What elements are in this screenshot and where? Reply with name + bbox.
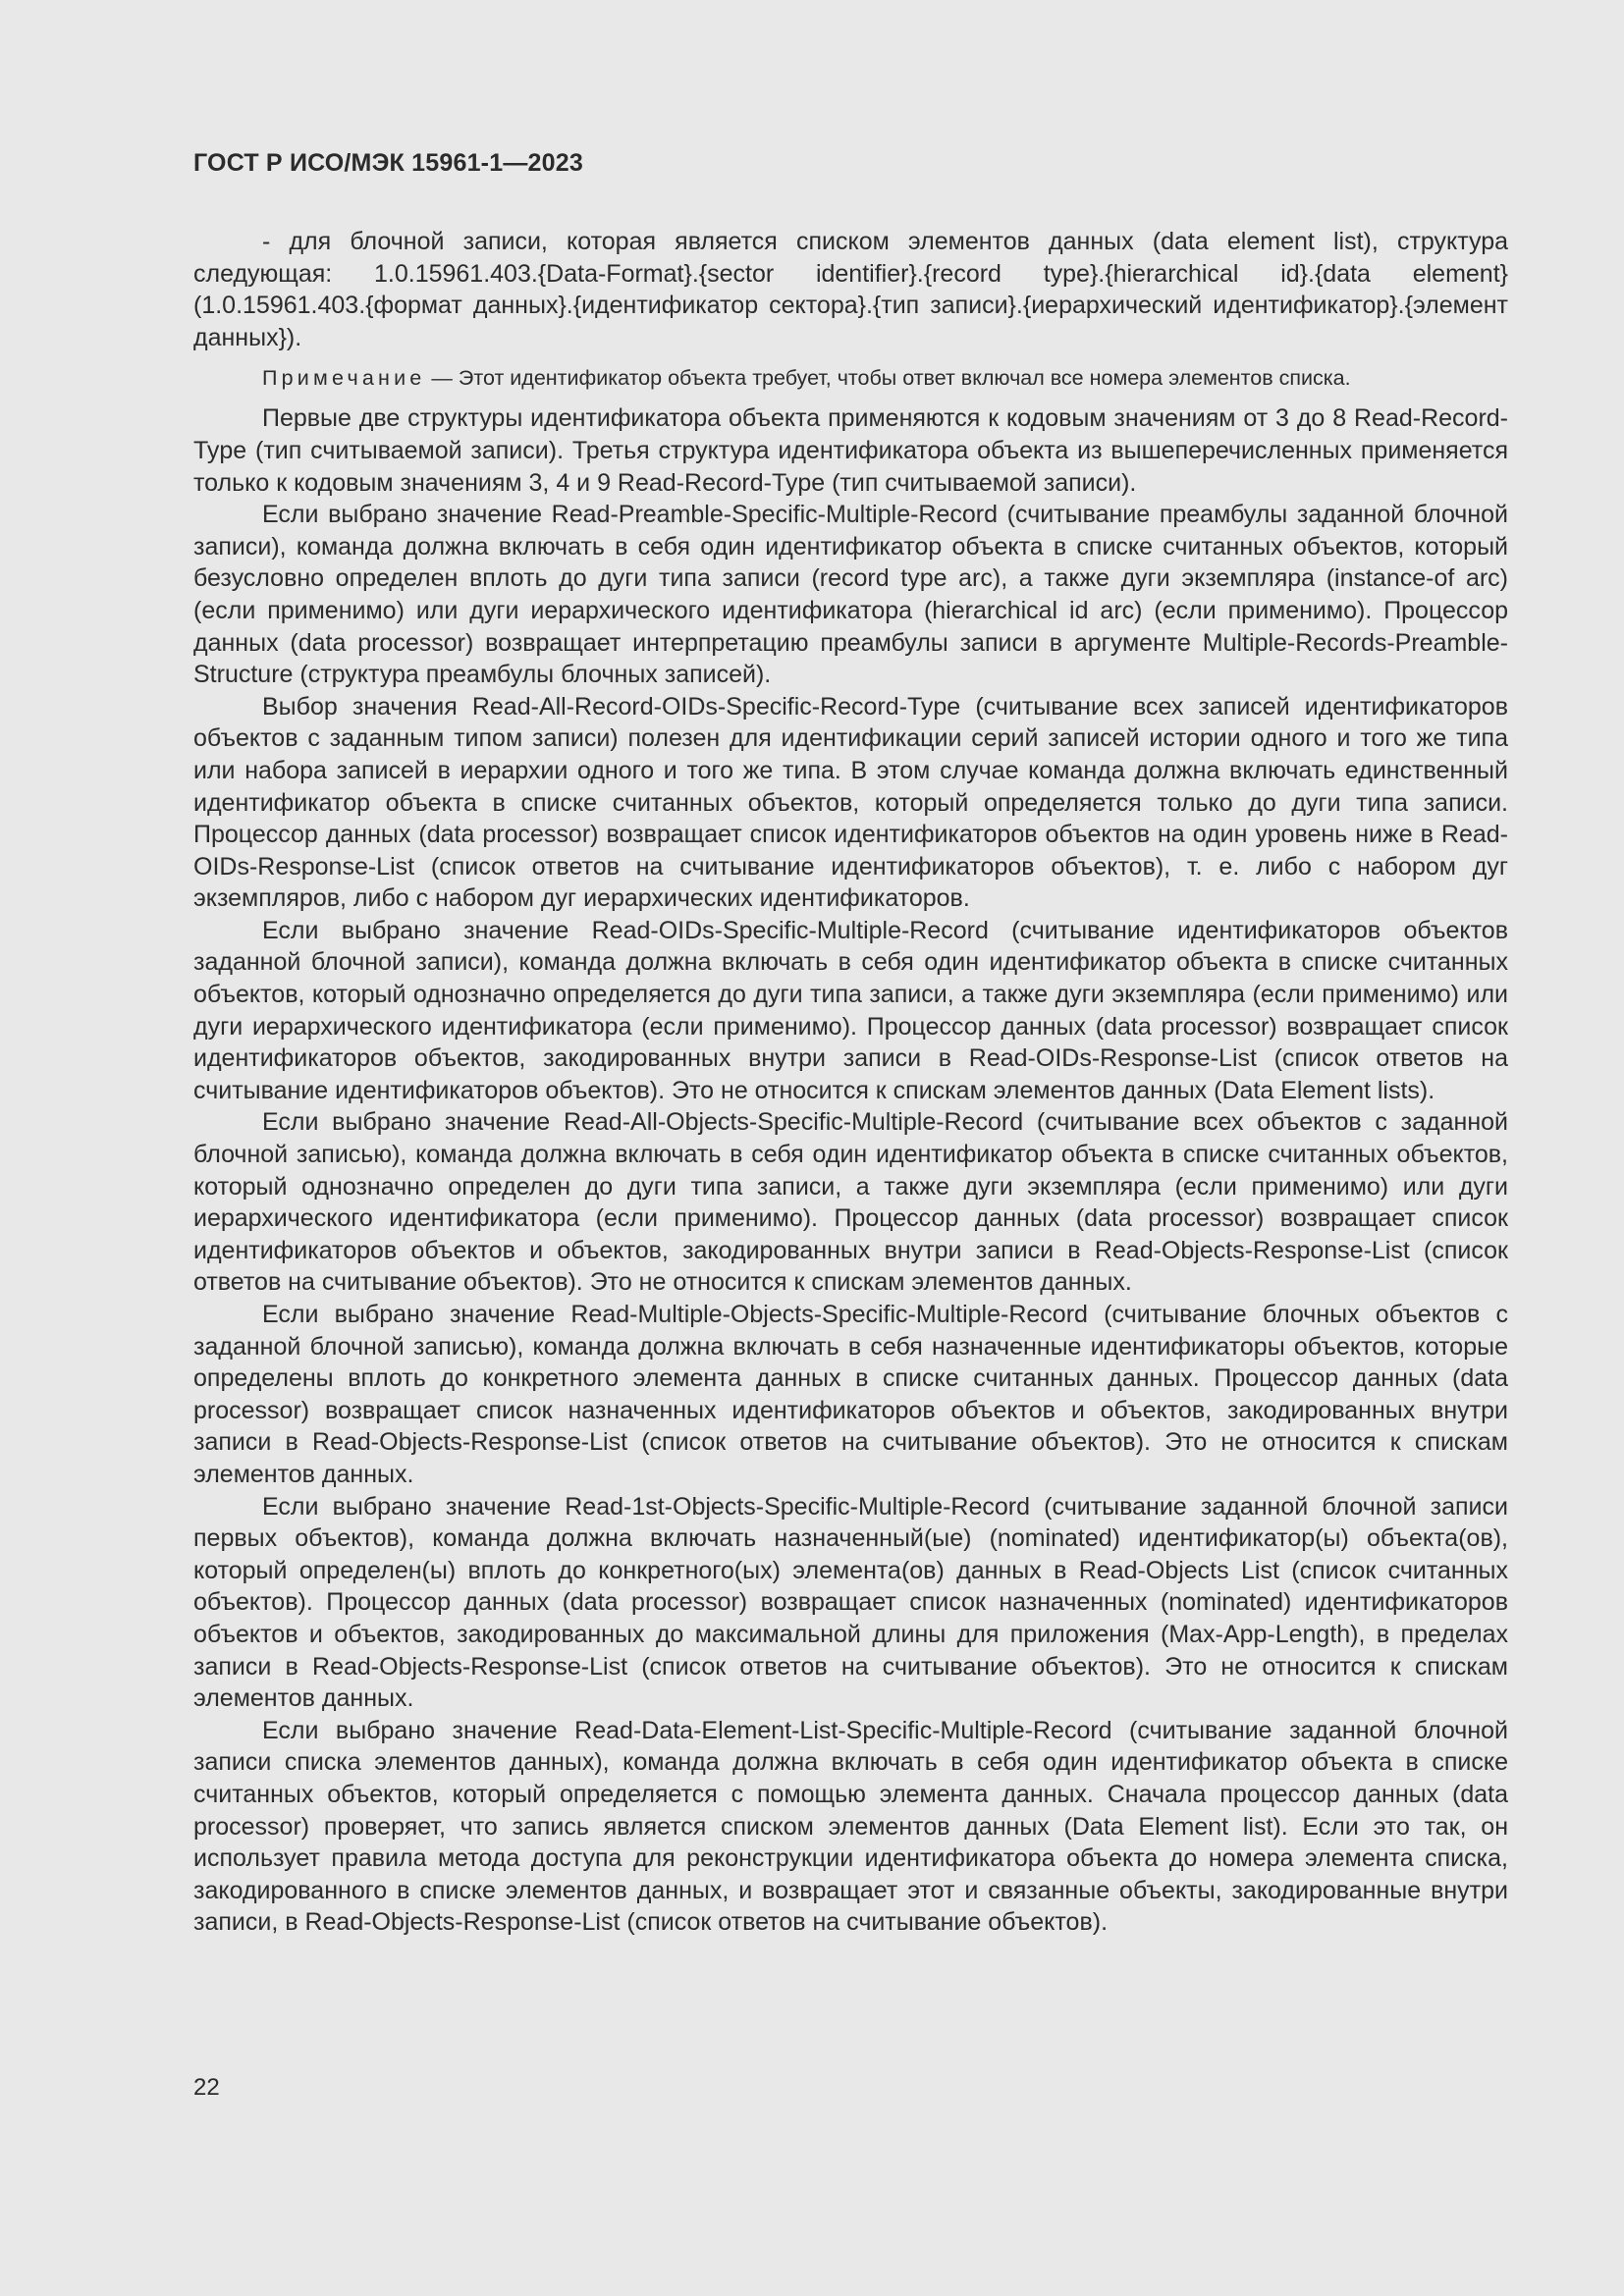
paragraph: Если выбрано значение Read-Preamble-Specific-Multiple-Record (считывание преамбулы заданной блочной записи), команда должна включать в себя один идентификатор объекта в списке считанных объектов, который безусловно определен вплоть до дуги типа записи (record type arc), а также дуги экземпляра (instance-of arc) (если применимо) или дуги иерархического идентификатора (hierarchical id arc) (если применимо). Процессор данных (data processor) возвращает интерпретацию преамбулы записи в аргументе Multiple-Records-Preamble-Structure (структура преамбулы блочных записей).	[193, 501, 1508, 689]
note-text: — Этот идентификатор объекта требует, чтобы ответ включал все номера элементов списка.	[425, 366, 1351, 391]
paragraph: Первые две структуры идентификатора объекта применяются к кодовым значениям от 3 до 8 Read-Record-Type (тип считываемой записи). Третья структура идентификатора объекта из вышеперечисленных применяется только к кодовым значениям 3, 4 и 9 Read-Record-Type (тип считываемой записи).	[193, 404, 1508, 497]
document-body	[193, 226, 1508, 1939]
document-header: ГОСТ Р ИСО/МЭК 15961-1—2023	[193, 149, 583, 177]
paragraph: Если выбрано значение Read-1st-Objects-Specific-Multiple-Record (считывание заданной блочной записи первых объектов), команда должна включать назначенный(ые) (nominated) идентификатор(ы) объекта(ов), который определен(ы) вплоть до конкретного(ых) элемента(ов) данных в Read-Objects List (список считанных объектов). Процессор данных (data processor) возвращает список назначенных (nominated) идентификаторов объектов и объектов, закодированных до максимальной длины для приложения (Max-App-Length), в пределах записи в Read-Objects-Response-List (список ответов на считывание объектов). Это не относится к спискам элементов данных.	[193, 1492, 1508, 1713]
paragraph: Если выбрано значение Read-Multiple-Objects-Specific-Multiple-Record (считывание блочных объектов с заданной блочной записью), команда должна включать в себя назначенные идентификаторы объектов, которые определены вплоть до конкретного элемента данных в списке считанных данных. Процессор данных (data processor) возвращает список назначенных идентификаторов объектов и объектов, закодированных внутри записи в Read-Objects-Response-List (список ответов на считывание объектов). Это не относится к спискам элементов данных.	[193, 1301, 1508, 1488]
page-number: 22	[193, 2074, 220, 2101]
paragraph: Если выбрано значение Read-Data-Element-List-Specific-Multiple-Record (считывание заданной блочной записи списка элементов данных), команда должна включать в себя один идентификатор объекта в списке считанных объектов, который определяется с помощью элемента данных. Сначала процессор данных (data processor) проверяет, что запись является списком элементов данных (Data Element list). Если это так, он использует правила метода доступа для реконструкции идентификатора объекта до номера элемента списка, закодированного в списке элементов данных, и возвращает этот и связанные объекты, закодированные внутри записи, в Read-Objects-Response-List (список ответов на считывание объектов).	[193, 1716, 1508, 1937]
paragraph: Если выбрано значение Read-OIDs-Specific-Multiple-Record (считывание идентификаторов объектов заданной блочной записи), команда должна включать в себя один идентификатор объекта в списке считанных объектов, который однозначно определяется до дуги типа записи, а также дуги экземпляра (если применимо) или дуги иерархического идентификатора (если применимо). Процессор данных (data processor) возвращает список идентификаторов объектов, закодированных внутри записи в Read-OIDs-Response-List (список ответов на считывание идентификаторов объектов). Это не относится к спискам элементов данных (Data Element lists).	[193, 916, 1508, 1104]
note-label: Примечание	[262, 366, 426, 391]
paragraph: Выбор значения Read-All-Record-OIDs-Specific-Record-Type (считывание всех записей идентификаторов объектов с заданным типом записи) полезен для идентификации серий записей истории одного и того же типа или набора записей в иерархии одного и того же типа. В этом случае команда должна включать единственный идентификатор объекта в списке считанных объектов, который определяется только до дуги типа записи. Процессор данных (data processor) возвращает список идентификаторов объектов на один уровень ниже в Read-OIDs-Response-List (список ответов на считывание идентификаторов объектов), т. е. либо с набором дуг экземпляров, либо с набором дуг иерархических идентификаторов.	[193, 692, 1508, 913]
note	[193, 363, 1508, 393]
intro-paragraph: - для блочной записи, которая является списком элементов данных (data element list), структура следующая: 1.0.15961.403.{Data-Format}.{sector identifier}.{record type}.{hierarchical id}.{data element} (1.0.15961.403.{формат данных}.{идентификатор сектора}.{тип записи}.{иерархический идентификатор}.{элемент данных}).	[193, 228, 1508, 351]
paragraph: Если выбрано значение Read-All-Objects-Specific-Multiple-Record (считывание всех объектов с заданной блочной записью), команда должна включать в себя один идентификатор объекта в списке считанных объектов, который однозначно определен до дуги типа записи, а также дуги экземпляра (если применимо) или дуги иерархического идентификатора (если применимо). Процессор данных (data processor) возвращает список идентификаторов объектов и объектов, закодированных внутри записи в Read-Objects-Response-List (список ответов на считывание объектов). Это не относится к спискам элементов данных.	[193, 1108, 1508, 1297]
